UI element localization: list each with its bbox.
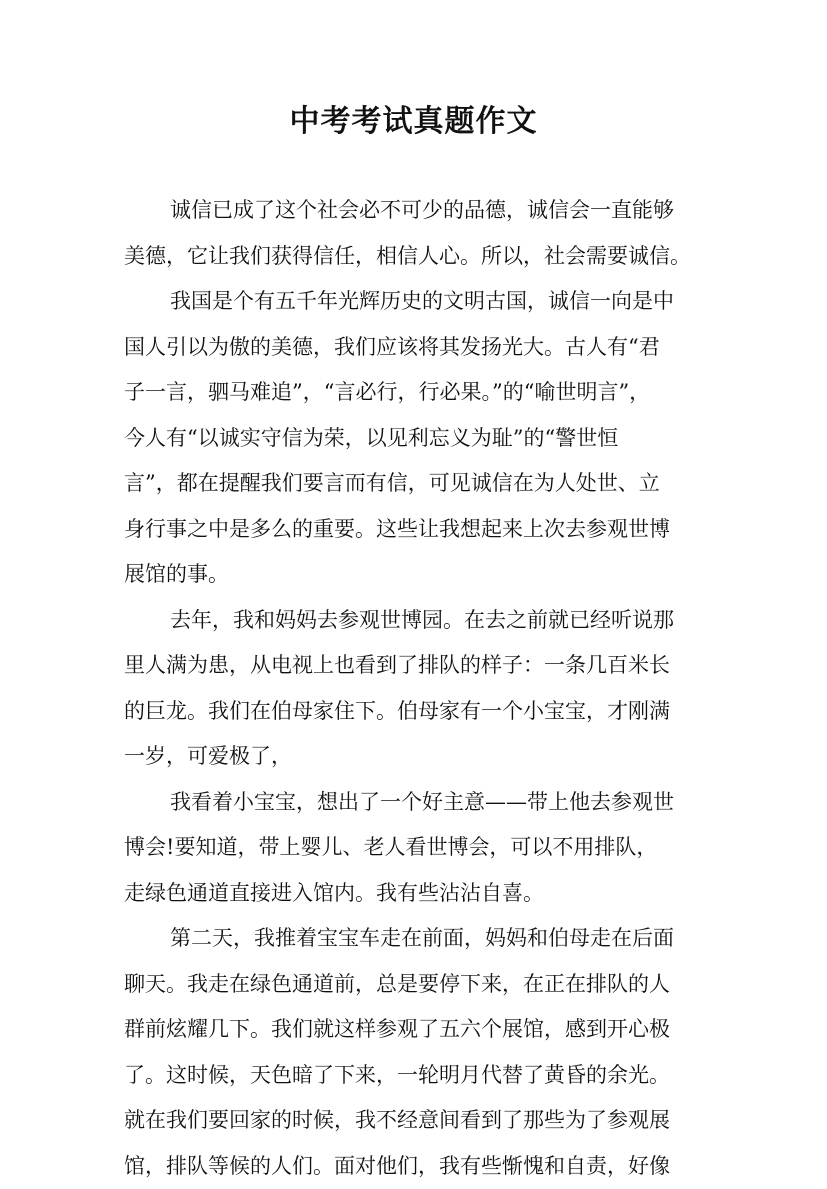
text-line: 第二天，我推着宝宝车走在前面，妈妈和伯母走在后面 (124, 916, 709, 962)
text-line: 言”，都在提醒我们要言而有信，可见诚信在为人处世、立 (124, 461, 709, 507)
text-line: 今人有“以诚实守信为荣，以见利忘义为耻”的“警世恒 (124, 416, 709, 462)
text-line: 我国是个有五千年光辉历史的文明古国，诚信一向是中 (124, 279, 709, 325)
text-line: 聊天。我走在绿色通道前，总是要停下来，在正在排队的人 (124, 962, 709, 1008)
text-line: 博会!要知道，带上婴儿、老人看世博会，可以不用排队， (124, 825, 709, 871)
text-line: 一岁，可爱极了， (124, 734, 709, 780)
text-line: 去年，我和妈妈去参观世博园。在去之前就已经听说那 (124, 598, 709, 644)
text-line: 里人满为患，从电视上也看到了排队的样子：一条几百米长 (124, 643, 709, 689)
text-line: 就在我们要回家的时候，我不经意间看到了那些为了参观展 (124, 1098, 709, 1144)
text-line: 国人引以为傲的美德，我们应该将其发扬光大。古人有“君 (124, 325, 709, 371)
document-title: 中考考试真题作文 (0, 98, 827, 146)
text-line: 我看着小宝宝，想出了一个好主意——带上他去参观世 (124, 780, 709, 826)
text-line: 诚信已成了这个社会必不可少的品德，诚信会一直能够 (124, 188, 709, 234)
text-line: 子一言，驷马难追”，“言必行，行必果。”的“喻世明言”， (124, 370, 709, 416)
text-line: 群前炫耀几下。我们就这样参观了五六个展馆，感到开心极 (124, 1007, 709, 1053)
text-line: 展馆的事。 (124, 552, 709, 598)
text-line: 了。这时候，天色暗了下来，一轮明月代替了黄昏的余光。 (124, 1053, 709, 1099)
text-line: 身行事之中是多么的重要。这些让我想起来上次去参观世博 (124, 507, 709, 553)
text-line: 馆，排队等候的人们。面对他们，我有些惭愧和自责，好像 (124, 1144, 709, 1189)
text-line: 走绿色通道直接进入馆内。我有些沾沾自喜。 (124, 871, 709, 917)
document-body (124, 188, 709, 1189)
text-line: 的巨龙。我们在伯母家住下。伯母家有一个小宝宝，才刚满 (124, 689, 709, 735)
text-line: 美德，它让我们获得信任，相信人心。所以，社会需要诚信。 (124, 234, 709, 280)
